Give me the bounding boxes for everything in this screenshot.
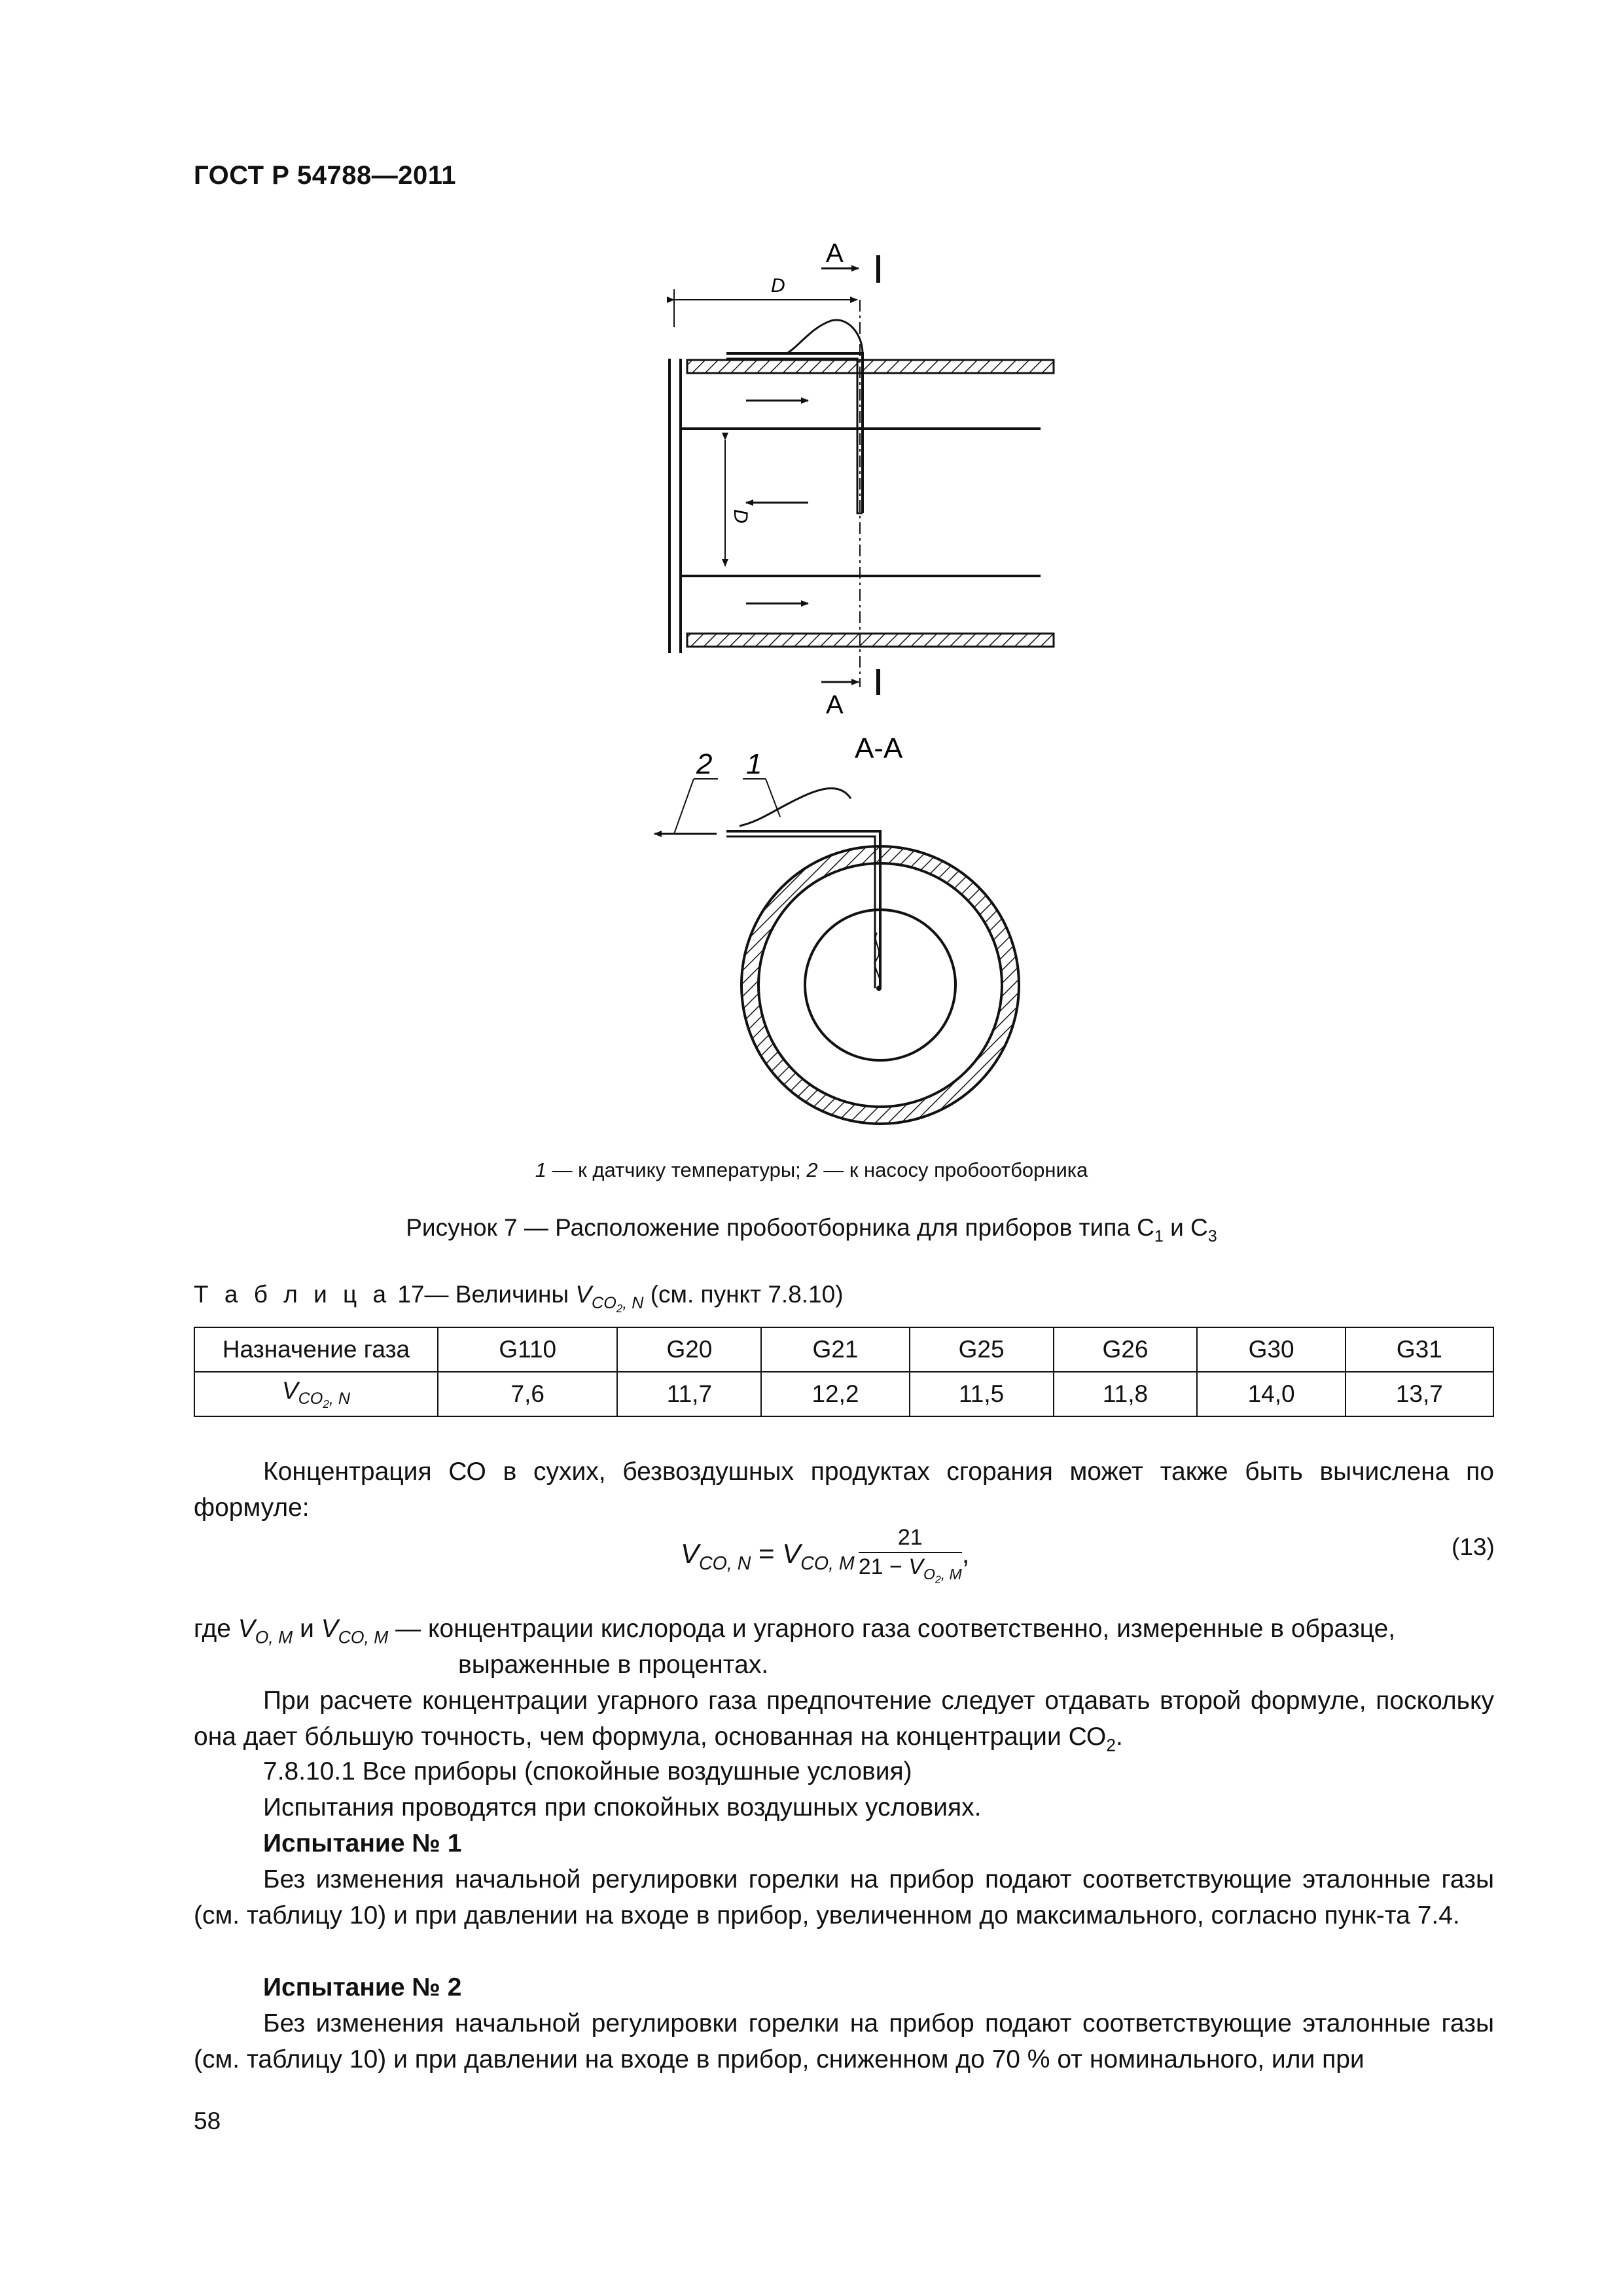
formula-13 — [681, 1525, 969, 1587]
row-var: V — [281, 1376, 298, 1404]
section-heading-7-8-10-1: 7.8.10.1 Все приборы (спокойные воздушные условия) — [263, 1757, 912, 1785]
table-caption-var: V — [575, 1281, 592, 1308]
formula-fraction — [859, 1525, 962, 1587]
legend-num-2: 2 — [806, 1158, 818, 1181]
formula-comma: , — [961, 1537, 970, 1569]
document-header: ГОСТ Р 54788—2011 — [194, 161, 456, 190]
figure-caption — [0, 1214, 1623, 1246]
dimension-label-vertical: D — [730, 509, 751, 524]
figure-caption-sub2: 3 — [1207, 1227, 1217, 1246]
figure-caption-and: и С — [1163, 1214, 1208, 1241]
table-cell-value: 11,8 — [1054, 1372, 1198, 1416]
table-caption-label: Т а б л и ц а — [194, 1281, 391, 1308]
dimension-label-horizontal: D — [771, 275, 785, 296]
formula-lhs-var: V — [681, 1537, 700, 1569]
row-var-sub2: 2 — [323, 1398, 329, 1411]
p2-sub: 2 — [1106, 1734, 1116, 1755]
table-cell-gas: G21 — [761, 1327, 909, 1372]
table-cell-value: 11,7 — [617, 1372, 761, 1416]
where-var-2: V — [321, 1615, 338, 1643]
figure-caption-sub1: 1 — [1154, 1227, 1164, 1246]
where-clause-continuation: выраженные в процентах. — [458, 1651, 769, 1679]
p2-end: . — [1115, 1722, 1123, 1751]
paragraph-test-conditions: Испытания проводятся при спокойных воздушных условиях. — [263, 1793, 982, 1821]
formula-den-sub3: , M — [940, 1566, 962, 1583]
figure-caption-text: Рисунок 7 — Расположение пробоотборника для приборов типа С — [406, 1214, 1154, 1241]
formula-rhs-var: V — [782, 1537, 801, 1569]
paragraph-preference — [194, 1683, 1494, 1757]
table-cell-gas: G26 — [1054, 1327, 1198, 1372]
test-heading-1: Испытание № 1 — [263, 1829, 462, 1857]
row-var-sub: CO — [298, 1390, 323, 1408]
table-cell-gas: G110 — [438, 1327, 617, 1372]
table-caption-ref: (см. пункт 7.8.10) — [643, 1281, 844, 1308]
table-caption-var-sub3: , N — [622, 1293, 644, 1312]
where-and: и — [293, 1615, 321, 1643]
where-var-1: V — [238, 1615, 255, 1643]
legend-text-2: — к насосу пробоотборника — [817, 1158, 1088, 1181]
table-caption-var-sub2: 2 — [616, 1302, 623, 1315]
table-cell-value: 11,5 — [910, 1372, 1054, 1416]
paragraph-test-1: Без изменения начальной регулировки горелки на прибор подают соответствующие эталонные газы (см. таблицу 10) и при давлении на входе в прибор, увеличенном до максимального, согласно пунк-та 7.4. — [194, 1865, 1494, 1929]
table-caption-var-sub: CO — [592, 1293, 616, 1312]
where-var-2-sub: CO, M — [338, 1627, 389, 1647]
legend-num-1: 1 — [535, 1158, 546, 1181]
section-title-a-a: А-А — [855, 732, 903, 764]
table-cell-gas: G31 — [1346, 1327, 1493, 1372]
formula-den-sub2: 2 — [935, 1574, 941, 1586]
table-row-gas-names — [194, 1327, 1493, 1372]
table-cell-value: 7,6 — [438, 1372, 617, 1416]
where-prefix: где — [194, 1615, 238, 1643]
table-cell-gas: G20 — [617, 1327, 761, 1372]
table-caption-num: 17— Величины — [391, 1281, 576, 1308]
where-var-1-sub: O, M — [255, 1627, 293, 1647]
table-row-values — [194, 1372, 1493, 1416]
figure-7-probe-diagram — [615, 229, 1099, 1152]
table-cell-gas: G30 — [1197, 1327, 1345, 1372]
where-clause — [194, 1611, 1494, 1649]
formula-den-prefix: 21 − — [858, 1554, 909, 1579]
longitudinal-section — [669, 255, 1054, 695]
table-header-cell: Назначение газа — [194, 1327, 438, 1372]
formula-equals: = — [751, 1537, 783, 1569]
legend-text-1: — к датчику температуры; — [546, 1158, 807, 1181]
table-cell-value: 14,0 — [1197, 1372, 1345, 1416]
callout-2: 2 — [696, 748, 713, 780]
table-17-co2-values — [194, 1327, 1494, 1417]
formula-lhs-sub: CO, N — [699, 1552, 751, 1574]
table-caption — [194, 1281, 844, 1316]
formula-den-sub: O — [923, 1566, 935, 1583]
formula-rhs-sub: CO, M — [800, 1552, 855, 1574]
page-number: 58 — [194, 2108, 221, 2134]
section-marker-bottom: A — [826, 691, 844, 719]
figure-legend — [0, 1158, 1623, 1182]
formula-denominator — [859, 1553, 962, 1587]
formula-den-var: V — [908, 1554, 923, 1579]
table-cell-gas: G25 — [910, 1327, 1054, 1372]
test-heading-2: Испытание № 2 — [263, 1973, 462, 2001]
paragraph-co-concentration: Концентрация СО в сухих, безвоздушных продуктах сгорания может также быть вычислена по формуле: — [194, 1458, 1494, 1522]
p2-text: При расчете концентрации угарного газа предпочтение следует отдавать второй формуле, поскольку она дает бóльшую точность, чем формула, основанная на концентрации СО — [194, 1687, 1494, 1751]
paragraph-test-2: Без изменения начальной регулировки горелки на прибор подают соответствующие эталонные газы (см. таблицу 10) и при давлении на входе в прибор, сниженном до 70 % от номинального, или при — [194, 2009, 1494, 2073]
formula-number: (13) — [1452, 1534, 1495, 1560]
section-marker-top: A — [826, 239, 844, 268]
formula-numerator: 21 — [859, 1525, 962, 1553]
row-var-sub3: , N — [329, 1390, 351, 1408]
cross-section-a-a — [654, 779, 1019, 1124]
table-cell-value: 12,2 — [761, 1372, 909, 1416]
table-header-cell-var — [194, 1372, 438, 1416]
where-text: — концентрации кислорода и угарного газа соответственно, измеренные в образце, — [388, 1615, 1396, 1643]
callout-1: 1 — [746, 748, 762, 780]
table-cell-value: 13,7 — [1346, 1372, 1493, 1416]
